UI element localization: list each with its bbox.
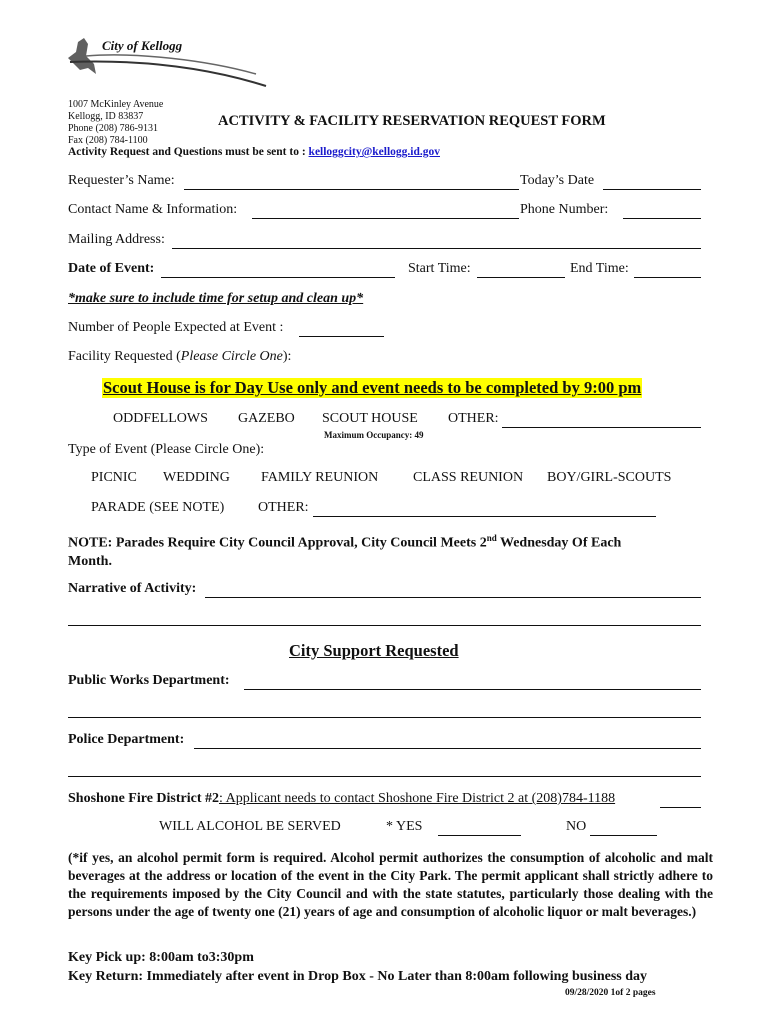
requester-name-field[interactable] <box>184 189 519 190</box>
facility-other-field[interactable] <box>502 427 701 428</box>
facility-circle-text: Please Circle One <box>180 349 283 364</box>
todays-date-label: Today’s Date <box>520 173 595 188</box>
parade-note-month: Month. <box>68 553 112 569</box>
setup-cleanup-note: *make sure to include time for setup and clean up* <box>68 291 364 306</box>
alcohol-permit-paragraph: (*if yes, an alcohol permit form is required. Alcohol permit authorizes the consumption of alcoholic and malt beverages at the address or location of the event in the City Park. The permit applicant shall strictly adhere to the requirements imposed by the City Council and with the state statutes, particularly those dealing with the persons under the age of twenty one (21) years of age and consumption of alcoholic liquor or malt beverages.) <box>68 850 713 919</box>
public-works-field[interactable] <box>244 689 701 690</box>
event-option-family-reunion[interactable]: FAMILY REUNION <box>261 470 379 485</box>
request-instructions <box>68 146 440 158</box>
form-title: ACTIVITY & FACILITY RESERVATION REQUEST FORM <box>218 113 606 129</box>
alcohol-no-label: NO <box>566 819 587 834</box>
city-support-heading: City Support Requested <box>289 641 459 660</box>
phone-number-field[interactable] <box>623 218 701 219</box>
people-expected-field[interactable] <box>299 336 384 337</box>
public-works-label: Public Works Department: <box>68 673 230 688</box>
page-footer: 09/28/2020 1of 2 pages <box>565 988 656 998</box>
end-time-label: End Time: <box>570 261 629 276</box>
event-option-other[interactable]: OTHER: <box>258 500 309 515</box>
narrative-label: Narrative of Activity: <box>68 581 197 596</box>
police-field[interactable] <box>194 748 701 749</box>
police-field-line-2[interactable] <box>68 776 701 777</box>
facility-option-oddfellows[interactable]: ODDFELLOWS <box>113 411 208 426</box>
event-option-picnic[interactable]: PICNIC <box>91 470 137 485</box>
start-time-label: Start Time: <box>408 261 471 276</box>
fire-district-label: Shoshone Fire District #2 <box>68 791 220 806</box>
mailing-address-label: Mailing Address: <box>68 232 165 247</box>
parade-note-superscript: nd <box>486 533 497 543</box>
start-time-field[interactable] <box>477 277 565 278</box>
public-works-field-line-2[interactable] <box>68 717 701 718</box>
mailing-address-field[interactable] <box>172 248 701 249</box>
event-option-class-reunion[interactable]: CLASS REUNION <box>413 470 524 485</box>
contact-email-link[interactable]: kelloggcity@kellogg.id.gov <box>308 146 440 158</box>
phone-number-label: Phone Number: <box>520 202 609 217</box>
fire-district-field[interactable] <box>660 807 701 808</box>
facility-requested-text: Facility Requested ( <box>68 349 181 364</box>
alcohol-question: WILL ALCOHOL BE SERVED <box>159 819 341 834</box>
parade-note <box>68 529 621 571</box>
end-time-field[interactable] <box>634 277 701 278</box>
event-other-field[interactable] <box>313 516 656 517</box>
people-expected-label: Number of People Expected at Event : <box>68 320 284 335</box>
key-pickup: Key Pick up: 8:00am to3:30pm <box>68 950 254 965</box>
max-occupancy-note: Maximum Occupancy: 49 <box>324 430 424 440</box>
facility-option-scout-house[interactable]: SCOUT HOUSE <box>322 411 418 426</box>
logo-text: City of Kellogg <box>102 38 183 53</box>
police-label: Police Department: <box>68 732 185 747</box>
alcohol-no-field[interactable] <box>590 835 657 836</box>
event-option-scouts[interactable]: BOY/GIRL-SCOUTS <box>547 470 672 485</box>
contact-name-label: Contact Name & Information: <box>68 202 238 217</box>
todays-date-field[interactable] <box>603 189 701 190</box>
parade-note-text: NOTE: Parades Require City Council Approval, City Council Meets 2 <box>68 535 487 551</box>
key-return: Key Return: Immediately after event in Drop Box - No Later than 8:00am following business day <box>68 969 648 984</box>
event-type-label: Type of Event (Please Circle One): <box>68 442 265 457</box>
fire-district-text: : Applicant needs to contact Shoshone Fire District 2 at (208)784-1188 <box>219 791 616 806</box>
facility-option-other[interactable]: OTHER: <box>448 411 499 426</box>
address-fax: Fax (208) 784-1100 <box>68 135 148 146</box>
city-logo <box>66 30 271 90</box>
date-of-event-label: Date of Event: <box>68 261 155 276</box>
alcohol-yes-label: * YES <box>386 819 423 834</box>
fire-district-line <box>68 791 615 807</box>
facility-close-text: ): <box>282 349 292 364</box>
facility-option-gazebo[interactable]: GAZEBO <box>238 411 295 426</box>
parade-note-text-end: Wednesday Of Each <box>496 535 622 551</box>
facility-requested-label <box>68 349 291 365</box>
narrative-field[interactable] <box>205 597 701 598</box>
contact-name-field[interactable] <box>252 218 519 219</box>
event-option-wedding[interactable]: WEDDING <box>163 470 230 485</box>
date-of-event-field[interactable] <box>161 277 395 278</box>
address-block <box>68 99 163 147</box>
address-city: Kellogg, ID 83837 <box>68 111 144 122</box>
request-instructions-text: Activity Request and Questions must be sent to : <box>68 146 309 158</box>
alcohol-yes-field[interactable] <box>438 835 521 836</box>
narrative-field-line-2[interactable] <box>68 625 701 626</box>
requester-name-label: Requester’s Name: <box>68 173 175 188</box>
address-street: 1007 McKinley Avenue <box>68 99 164 110</box>
scout-house-notice: Scout House is for Day Use only and event needs to be completed by 9:00 pm <box>103 378 642 397</box>
event-option-parade[interactable]: PARADE (SEE NOTE) <box>91 500 225 515</box>
address-phone: Phone (208) 786-9131 <box>68 123 158 134</box>
